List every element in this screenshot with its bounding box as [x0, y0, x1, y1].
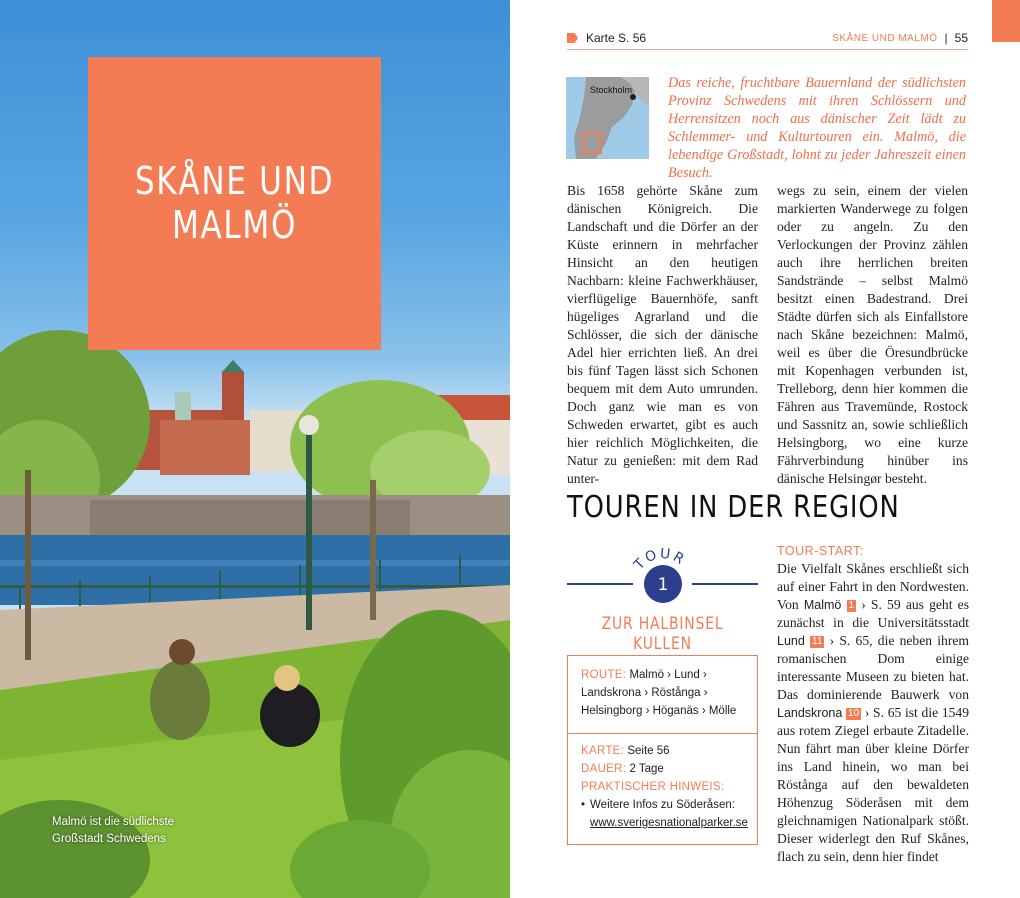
map-number-badge: 1 [848, 600, 855, 611]
map-reference-label: Karte S. 56 [586, 31, 647, 45]
map-label: Stockholm [590, 85, 633, 95]
body-column-2: wegs zu sein, einem der vielen markierten Wanderwege zu folgen oder zu angeln. Zu den Verlockungen der Provinz zählen auch ihre herrlichen breiten Sandstrände – selbst Malmö besitzt einen Badestrand. Drei Städte dürfen sich als Einfallstore nach Skåne bezeichnen: Malmö, weil es über die Öresundbrücke mit Kopenhagen verbunden ist, Trelleborg, denn hier kommen die Fähren aus Travemünde, Rostock und Sassnitz an, sowie schließlich Helsingborg, wo eine kurze Fährverbindung hinüber ins dänische Helsingør besteht. [777, 183, 968, 486]
header-divider [567, 49, 968, 50]
route-text: Malmö › Lund › Landskrona › Röstånga › Helsingborg › Höganäs › Mölle [581, 669, 737, 717]
tour-start-segment: › S. 65, die neben ihrem romanischen Dom einige interessante Museen zu bieten hat. Das dominierende Bauwerk von [777, 633, 969, 702]
tour-infobox [567, 655, 758, 845]
body-column-1: Bis 1658 gehörte Skåne zum dänischen Königreich. Die Landschaft und die Dörfer an der Küste erinnern in mehrfacher Hinsicht an den heutigen Nachbarn: kleine Fachwerkhäuser, vierflügelige Bauernhöfe, sanft hügeliges Agrarland und die Schlösser, die sich der dänische Adel hier errichten ließ. An drei bis fünf Tagen lässt sich Schonen bequem mit dem Auto umrunden. Doch ganz wie man es von Schweden erwartet, gibt es auch hier reichlich Möglichkeiten, die Natur zu genießen: mit dem Rad unter- [567, 183, 758, 486]
page-number: 55 [954, 31, 968, 45]
hinweis-label: PRAKTISCHER HINWEIS: [581, 781, 725, 793]
dauer-text: 2 Tage [629, 763, 664, 775]
header-separator: | [944, 31, 948, 45]
section-title: TOUREN IN DER REGION [567, 490, 900, 525]
map-reference[interactable] [567, 31, 646, 45]
tour-number: 1 [657, 575, 669, 595]
hinweis-text: Weitere Infos zu Söderåsen: [590, 799, 735, 811]
caption-line1: Malmö ist die südlichste [52, 816, 175, 828]
tour-start-label: TOUR-START: [777, 544, 864, 558]
tour-start-segment: › S. 59 aus geht es zunächst in die Universitätsstadt [777, 597, 969, 630]
chapter-title-line1: SKÅNE UND [134, 158, 335, 203]
tour-badge [567, 548, 758, 608]
karte-text: Seite 56 [627, 745, 670, 757]
place-lund: Lund [777, 634, 805, 648]
karte-label: KARTE: [581, 745, 625, 757]
map-number-badge: 11 [812, 636, 823, 647]
tour-word: TOUR [631, 548, 689, 574]
nationalpark-link[interactable]: www.sverigesnationalparker.se [590, 817, 748, 829]
tour-number-icon [567, 548, 758, 608]
chapter-title [135, 160, 334, 247]
hinweis-item [581, 796, 748, 832]
tour-start-segment: Die Vielfalt Skånes erschließt sich auf einer Fahrt in den Nordwesten. Von [777, 561, 969, 612]
arrow-icon [567, 33, 578, 43]
section-name: SKÅNE UND MALMÖ [832, 32, 938, 44]
running-header [832, 31, 968, 45]
place-landskrona: Landskrona [777, 706, 843, 720]
tour-name: ZUR HALBINSEL KULLEN [601, 614, 724, 654]
route-label: ROUTE: [581, 669, 627, 681]
bullet-icon: • [581, 799, 586, 811]
place-malmo: Malmö [803, 598, 842, 612]
intro-text: Das reiche, fruchtbare Bauernland der südlichsten Provinz Schwedens mit ihren Schlössern und Herrensitzen noch aus dänischer Zeit lädt zu Schlemmer- und Kulturtouren ein. Malmö, die lebendige Großstadt, lohnt zu jeder Jahreszeit einen Besuch. [668, 75, 966, 181]
photo-caption [52, 814, 252, 848]
chapter-title-box [88, 57, 381, 350]
locator-map [566, 77, 649, 159]
body-columns [567, 182, 969, 488]
map-number-badge: 10 [848, 708, 860, 719]
sweden-map-icon [566, 77, 649, 159]
caption-line2: Großstadt Schwedens [52, 833, 166, 845]
tour-start-text [777, 542, 969, 866]
tour-start-segment: › S. 65 ist die 1549 aus rotem Ziegel erbaute Zitadelle. Nun fährt man über kleine Dörfer ins Land hinein, wo man bei Röstånga auf den bewaldeten Höhenzug Söderåsen mit dem gleichnamigen Nationalpark stößt. Dieser widerlegt den Ruf Skånes, flach zu sein, denn hier findet [777, 705, 970, 864]
chapter-title-line2: MALMÖ [171, 202, 298, 247]
corner-tab [992, 0, 1020, 42]
dauer-label: DAUER: [581, 763, 627, 775]
